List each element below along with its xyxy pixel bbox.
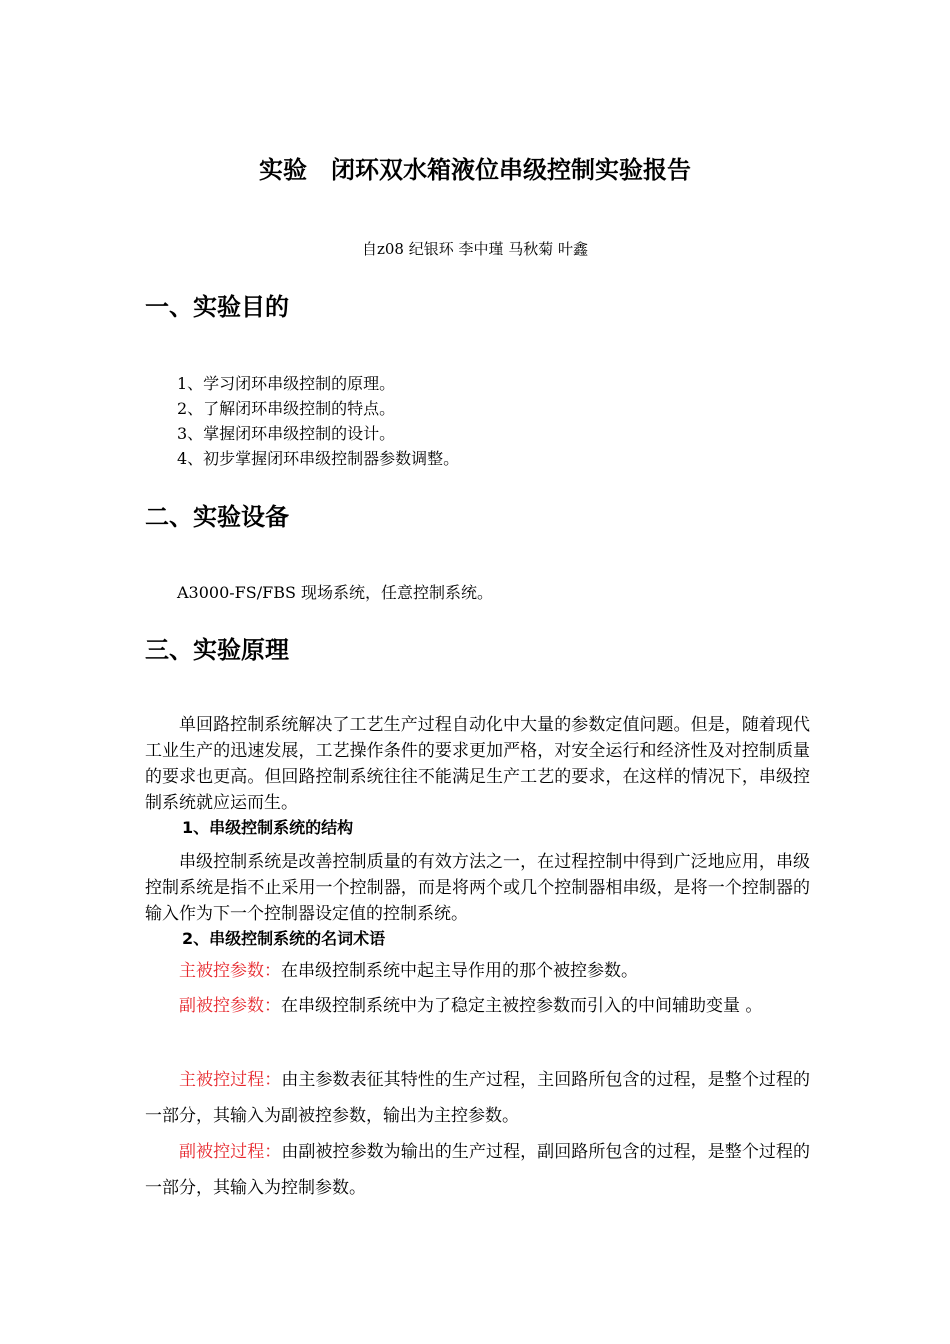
equipment-text: A3000-FS/FBS 现场系统，任意控制系统。 [177,583,494,602]
authors-line: 自z08 纪银环 李中瑾 马秋菊 叶鑫 [361,240,589,258]
report-title: 实验 闭环双水箱液位串级控制实验报告 [259,156,691,184]
section-heading-objectives: 一、实验目的 [145,293,289,321]
term-text: 在串级控制系统中为了稳定主被控参数而引入的中间辅助变量 。 [281,996,763,1016]
term-label: 副被控参数： [179,996,281,1016]
list-item: 2、了解闭环串级控制的特点。 [177,399,396,418]
intro-paragraph: 单回路控制系统解决了工艺生产过程自动化中大量的参数定值问题。但是，随着现代工业生产的迅速发展，工艺操作条件的要求更加严格，对安全运行和经济性及对控制质量的要求也更高。但回路控制系统往往不能满足生产工艺的要求，在这样的情况下，串级控制系统就应运而生。 [145,715,810,813]
term-text: 由副被控参数为输出的生产过程，副回路所包含的过程，是整个过程的一部分，其输入为控制参数。 [145,1142,811,1198]
term-label: 主被控过程： [179,1070,282,1090]
section-heading-principle: 三、实验原理 [145,636,289,664]
section-heading-equipment: 二、实验设备 [145,503,289,531]
subheading-terminology: 2、串级控制系统的名词术语 [182,929,386,948]
term-definition [145,1134,810,1206]
term-text: 在串级控制系统中起主导作用的那个被控参数。 [281,961,638,981]
term-definition [145,1062,810,1134]
structure-paragraph: 串级控制系统是改善控制质量的有效方法之一，在过程控制中得到广泛地应用，串级控制系统是指不止采用一个控制器，而是将两个或几个控制器相串级，是将一个控制器的输入作为下一个控制器设定值的控制系统。 [145,852,810,924]
term-label: 副被控过程： [179,1142,282,1162]
list-item: 4、初步掌握闭环串级控制器参数调整。 [177,449,460,468]
list-item: 1、学习闭环串级控制的原理。 [177,374,396,393]
list-item: 3、掌握闭环串级控制的设计。 [177,424,396,443]
term-definition [145,953,810,989]
term-definition [145,988,810,1024]
term-text: 由主参数表征其特性的生产过程，主回路所包含的过程，是整个过程的一部分，其输入为副被控参数，输出为主控参数。 [145,1070,811,1126]
term-label: 主被控参数： [179,961,281,981]
subheading-structure: 1、串级控制系统的结构 [182,818,354,837]
